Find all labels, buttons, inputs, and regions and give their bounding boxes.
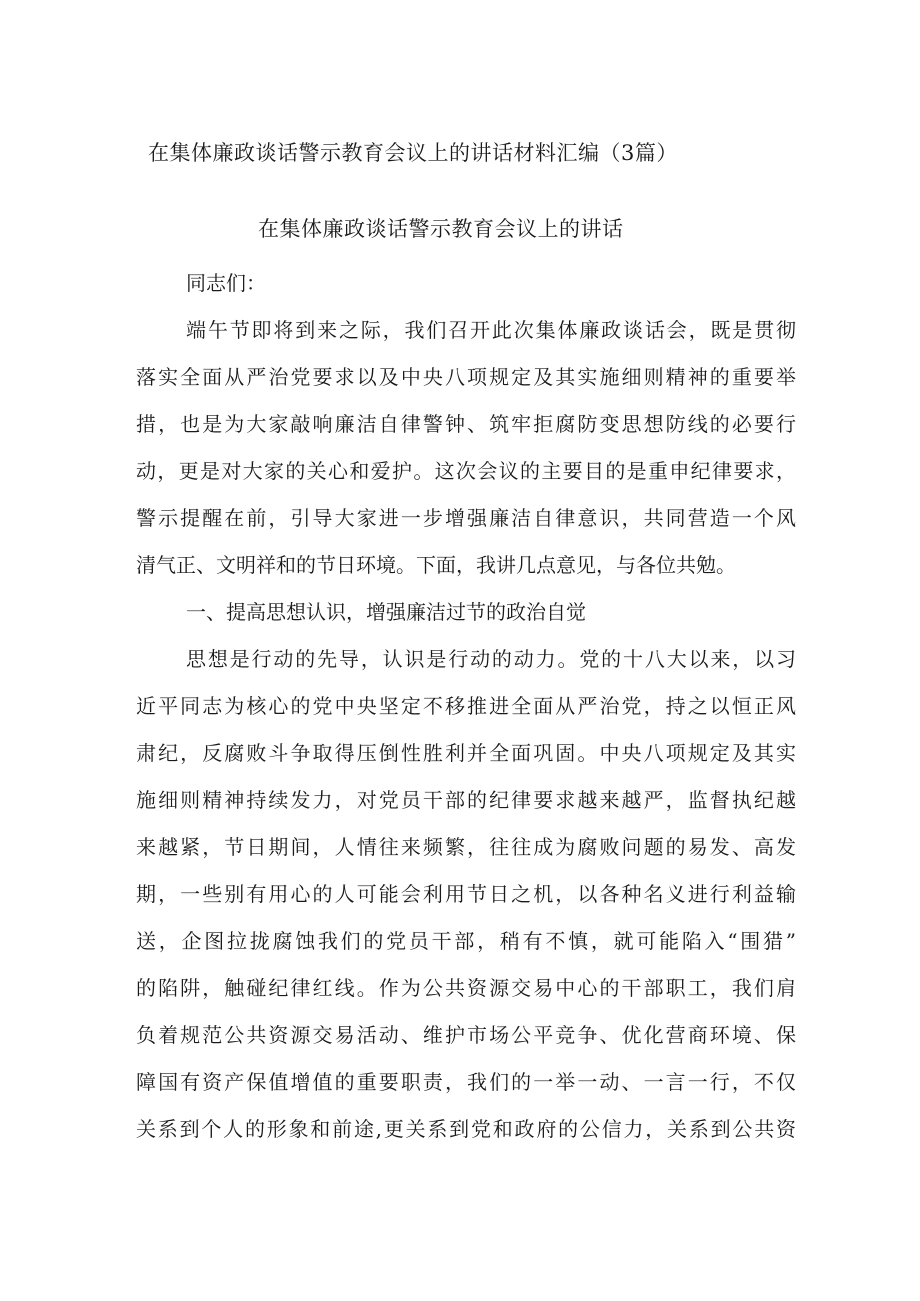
paragraph-line: 动，更是对大家的关心和爱护。这次会议的主要目的是重申纪律要求，: [136, 459, 796, 483]
paragraph-line: 期，一些别有用心的人可能会利用节日之机，以各种名义进行利益输: [136, 882, 796, 906]
paragraph-line: 落实全面从严治党要求以及中央八项规定及其实施细则精神的重要举: [136, 365, 796, 389]
speech-title: 在集体廉政谈话警示教育会议上的讲话: [258, 217, 624, 241]
paragraph-line: 送，企图拉拢腐蚀我们的党员干部，稍有不慎，就可能陷入“围猎”: [136, 929, 796, 953]
paragraph-line: 关系到个人的形象和前途,更关系到党和政府的公信力，关系到公共资: [136, 1117, 796, 1141]
paragraph-line: 障国有资产保值增值的重要职责，我们的一举一动、一言一行，不仅: [136, 1070, 796, 1094]
paragraph-line: 来越紧，节日期间，人情往来频繁，往往成为腐败问题的易发、高发: [136, 835, 796, 859]
paragraph-line: 警示提醒在前，引导大家进一步增强廉洁自律意识，共同营造一个风: [136, 506, 796, 530]
paragraph-line: 施细则精神持续发力，对党员干部的纪律要求越来越严，监督执纪越: [136, 788, 796, 812]
paragraph-line: 负着规范公共资源交易活动、维护市场公平竞争、优化营商环境、保: [136, 1023, 796, 1047]
paragraph-line: 措，也是为大家敲响廉洁自律警钟、筑牢拒腐防变思想防线的必要行: [136, 412, 796, 436]
paragraph-line: 的陷阱，触碰纪律红线。作为公共资源交易中心的干部职工，我们肩: [136, 976, 796, 1000]
paragraph-line: 思想是行动的先导，认识是行动的动力。党的十八大以来，以习: [186, 647, 796, 671]
salutation: 同志们：: [186, 271, 266, 295]
paragraph-line: 肃纪，反腐败斗争取得压倒性胜利并全面巩固。中央八项规定及其实: [136, 741, 796, 765]
paragraph-line: 近平同志为核心的党中央坚定不移推进全面从严治党，持之以恒正风: [136, 694, 796, 718]
paragraph-line: 端午节即将到来之际，我们召开此次集体廉政谈话会，既是贯彻: [186, 318, 796, 342]
paragraph-line: 清气正、文明祥和的节日环境。下面，我讲几点意见，与各位共勉。: [136, 553, 736, 577]
document-title: 在集体廉政谈话警示教育会议上的讲话材料汇编（3篇）: [148, 141, 678, 165]
section-heading: 一、提高思想认识，增强廉洁过节的政治自觉: [186, 600, 586, 624]
